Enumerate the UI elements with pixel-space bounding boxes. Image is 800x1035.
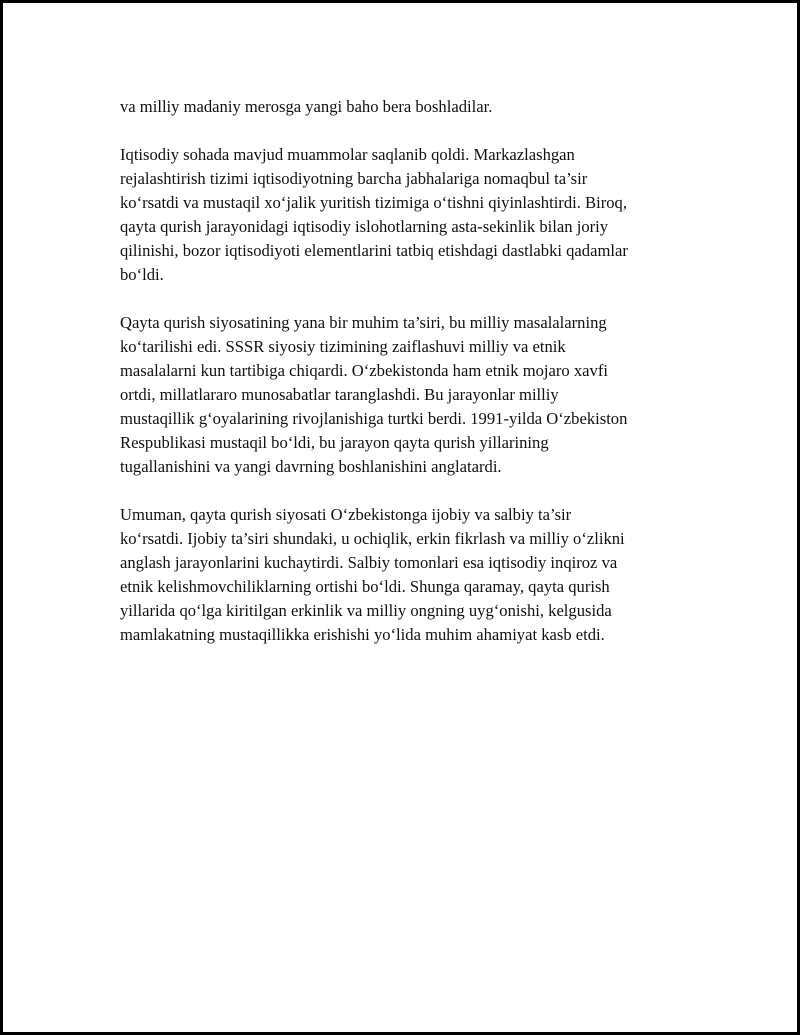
- text-line: ko‘rsatdi va mustaqil xo‘jalik yuritish tizimiga o‘tishni qiyinlashtirdi. Biroq,: [120, 193, 627, 212]
- document-body: [120, 95, 690, 671]
- paragraph-1: [120, 95, 690, 119]
- text-line: Respublikasi mustaqil bo‘ldi, bu jarayon qayta qurish yillarining: [120, 433, 549, 452]
- text-line: yillarida qo‘lga kiritilgan erkinlik va milliy ongning uyg‘onishi, kelgusida: [120, 601, 612, 620]
- text-line: etnik kelishmovchiliklarning ortishi bo‘ldi. Shunga qaramay, qayta qurish: [120, 577, 610, 596]
- text-line: ko‘rsatdi. Ijobiy ta’siri shundaki, u ochiqlik, erkin fikrlash va milliy o‘zlikni: [120, 529, 625, 548]
- text-line: ortdi, millatlararo munosabatlar taranglashdi. Bu jarayonlar milliy: [120, 385, 559, 404]
- text-line: mamlakatning mustaqillikka erishishi yo‘lida muhim ahamiyat kasb etdi.: [120, 625, 605, 644]
- text-line: qilinishi, bozor iqtisodiyoti elementlarini tatbiq etishdagi dastlabki qadamlar: [120, 241, 628, 260]
- text-line: mustaqillik g‘oyalarining rivojlanishiga turtki berdi. 1991-yilda O‘zbekiston: [120, 409, 628, 428]
- text-line: rejalashtirish tizimi iqtisodiyotning barcha jabhalariga nomaqbul ta’sir: [120, 169, 588, 188]
- text-line: qayta qurish jarayonidagi iqtisodiy islohotlarning asta-sekinlik bilan joriy: [120, 217, 609, 236]
- paragraph-4: [120, 503, 690, 647]
- text-line: Iqtisodiy sohada mavjud muammolar saqlanib qoldi. Markazlashgan: [120, 145, 575, 164]
- text-line: Qayta qurish siyosatining yana bir muhim ta’siri, bu milliy masalalarning: [120, 313, 607, 332]
- paragraph-2: [120, 143, 690, 287]
- text-line: anglash jarayonlarini kuchaytirdi. Salbiy tomonlari esa iqtisodiy inqiroz va: [120, 553, 618, 572]
- text-line: masalalarni kun tartibiga chiqardi. O‘zbekistonda ham etnik mojaro xavfi: [120, 361, 608, 380]
- text-line: Umuman, qayta qurish siyosati O‘zbekistonga ijobiy va salbiy ta’sir: [120, 505, 572, 524]
- text-line: tugallanishini va yangi davrning boshlanishini anglatardi.: [120, 457, 502, 476]
- text-line: ko‘tarilishi edi. SSSR siyosiy tizimining zaiflashuvi milliy va etnik: [120, 337, 566, 356]
- text-line: bo‘ldi.: [120, 265, 164, 284]
- paragraph-3: [120, 311, 690, 479]
- text-line: va milliy madaniy merosga yangi baho bera boshladilar.: [120, 97, 493, 116]
